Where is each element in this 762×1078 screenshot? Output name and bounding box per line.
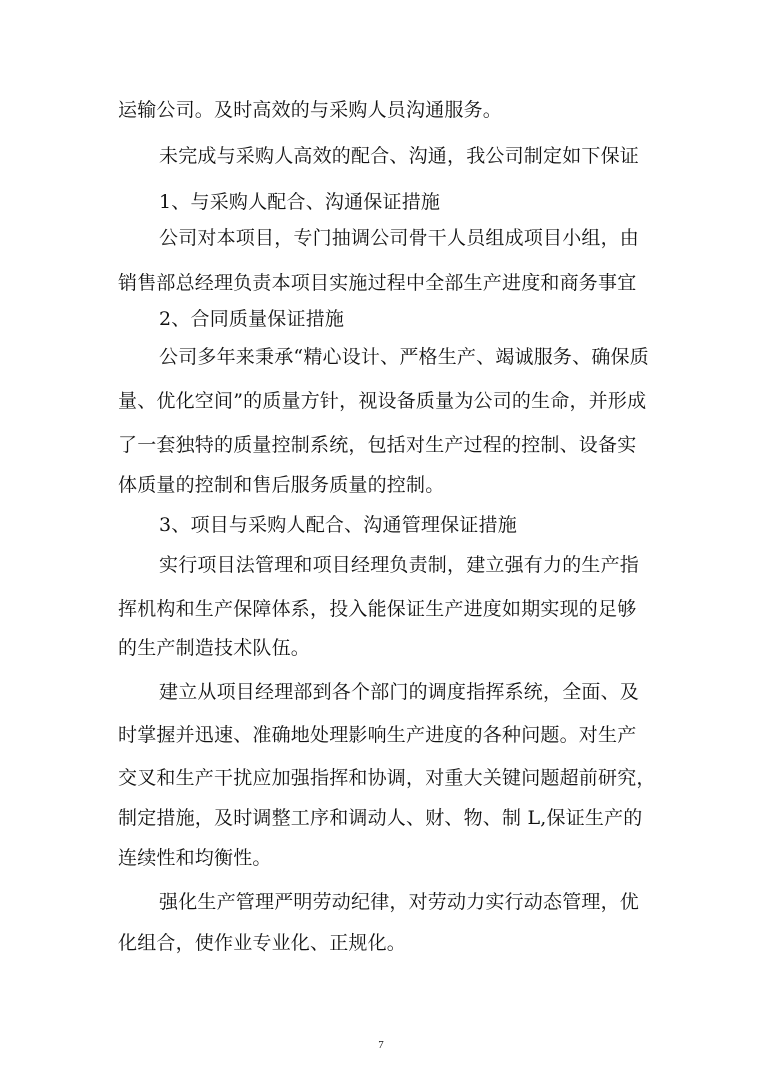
text-line: 连续性和均衡性。 [118,847,272,869]
text-line: 的生产制造技术队伍。 [118,637,311,659]
paragraph-line: 实行项目法管理和项目经理负责制，建立强有力的生产指 [159,554,640,576]
paragraph-line: 公司对本项目，专门抽调公司骨干人员组成项目小组，由 [159,227,640,249]
paragraph-line: 建立从项目经理部到各个部门的调度指挥系统，全面、及 [159,681,640,703]
text-line: 化组合，使作业专业化、正规化。 [118,932,407,954]
paragraph-line: 未完成与采购人高效的配合、沟通，我公司制定如下保证 [159,145,640,167]
section-heading: 2、合同质量保证措施 [159,308,345,330]
text-line: 销售部总经理负责本项目实施过程中全部生产进度和商务事宜 [118,272,637,294]
paragraph-line: 公司多年来秉承“精心设计、严格生产、竭诚服务、确保质 [159,346,649,368]
text-line: 体质量的控制和售后服务质量的控制。 [118,474,445,496]
text-line: 挥机构和生产保障体系，投入能保证生产进度如期实现的足够 [118,598,637,620]
section-heading: 1、与采购人配合、沟通保证措施 [159,191,441,213]
text-line: 量、优化空间”的质量方针，视设备质量为公司的生命，并形成 [118,390,647,412]
page-number: 7 [378,1039,384,1051]
text-line: 了一套独特的质量控制系统，包括对生产过程的控制、设备实 [118,434,637,456]
paragraph-line: 强化生产管理严明劳动纪律，对劳动力实行动态管理，优 [159,891,640,913]
text-line: 时掌握并迅速、准确地处理影响生产进度的各种问题。对生产 [118,724,637,746]
text-line: 交叉和生产干扰应加强指挥和协调，对重大关键问题超前研究， [118,767,656,789]
text-line: 制定措施，及时调整工序和调动人、财、物、制 L,保证生产的 [118,807,643,829]
section-heading: 3、项目与采购人配合、沟通管理保证措施 [159,514,517,536]
text-line: 运输公司。及时高效的与采购人员沟通服务。 [118,99,503,121]
